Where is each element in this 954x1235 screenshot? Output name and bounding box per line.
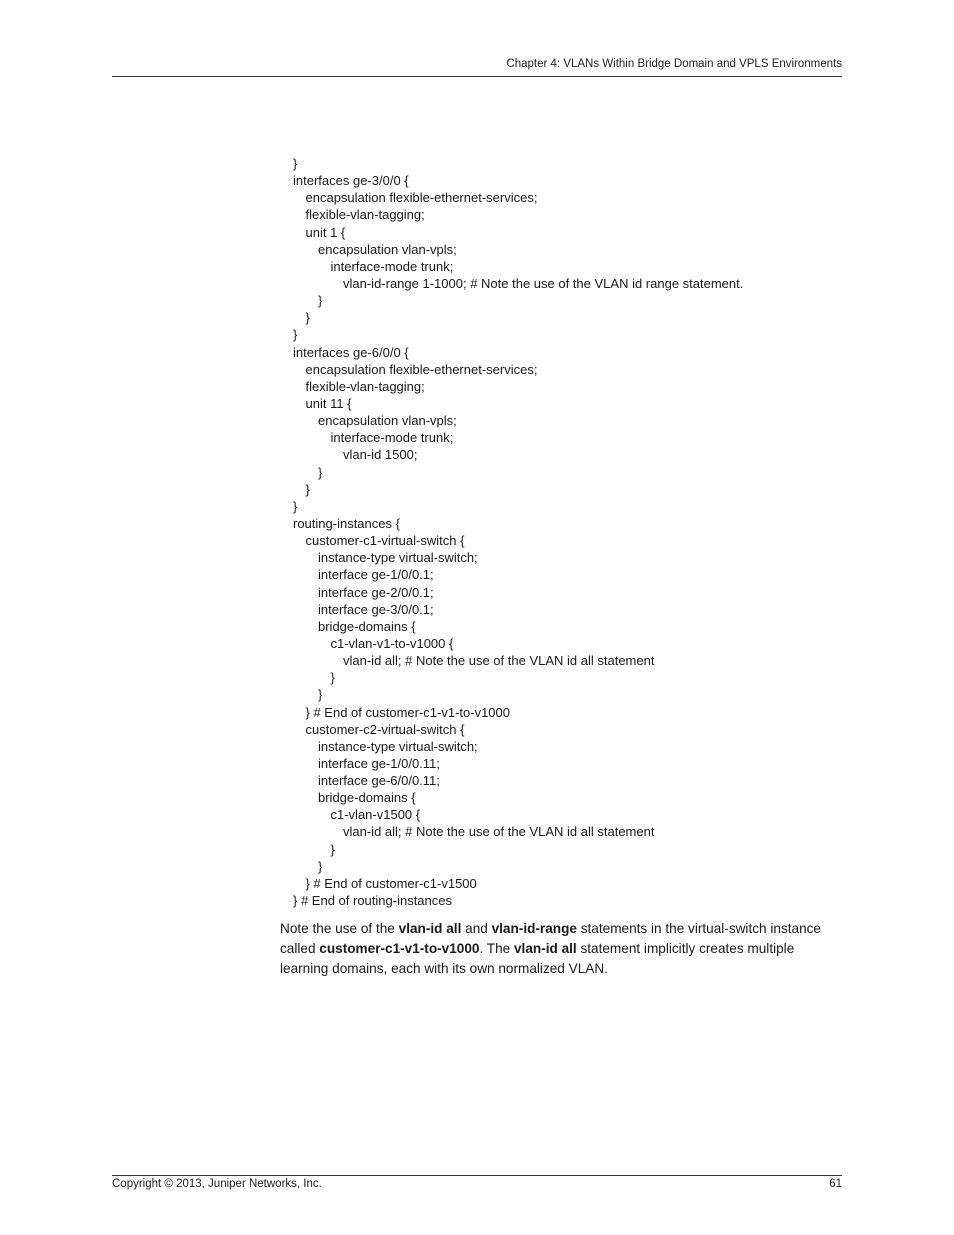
note-text: and (461, 921, 492, 936)
code-line: instance-type virtual-switch; (318, 738, 478, 754)
code-line: vlan-id all; # Note the use of the VLAN id all statement (343, 653, 655, 669)
code-line: } (293, 327, 298, 343)
code-line: flexible-vlan-tagging; (305, 378, 425, 394)
code-line: } # End of routing-instances (293, 893, 452, 909)
note-text: . The (479, 941, 514, 956)
code-line: routing-instances { (293, 515, 400, 531)
code-line: } (305, 481, 310, 497)
code-line: encapsulation vlan-vpls; (318, 241, 457, 257)
code-line: interface ge-3/0/0.1; (318, 601, 434, 617)
note-keyword: customer-c1-v1-to-v1000 (319, 941, 480, 956)
code-line: interface-mode trunk; (330, 258, 454, 274)
note-text: Note the use of the (280, 921, 399, 936)
code-line: interfaces ge-3/0/0 { (293, 173, 409, 189)
code-line: encapsulation flexible-ethernet-services; (305, 361, 538, 377)
code-line: unit 11 { (305, 395, 352, 411)
header-divider (112, 76, 842, 77)
code-line: c1-vlan-v1-to-v1000 { (330, 635, 454, 651)
code-line: customer-c2-virtual-switch { (305, 721, 465, 737)
code-line: interface ge-1/0/0.11; (318, 755, 440, 771)
note-text: statements in the virtual-switch instance called (280, 921, 821, 956)
code-line: unit 1 { (305, 224, 346, 240)
note-text: statement implicitly creates multiple learning domains, each with its own normalized VLAN. (280, 941, 795, 976)
code-block (293, 155, 743, 909)
chapter-header: Chapter 4: VLANs Within Bridge Domain and VPLS Environments (506, 58, 842, 70)
code-line: } (318, 687, 323, 703)
page-number: 61 (829, 1178, 842, 1190)
code-line: } (318, 293, 323, 309)
code-line: interfaces ge-6/0/0 { (293, 344, 409, 360)
code-line: encapsulation flexible-ethernet-services; (305, 190, 538, 206)
code-line: customer-c1-virtual-switch { (305, 533, 465, 549)
code-line: } # End of customer-c1-v1500 (305, 875, 477, 891)
code-line: } # End of customer-c1-v1-to-v1000 (305, 704, 510, 720)
code-line: encapsulation vlan-vpls; (318, 413, 457, 429)
code-line: } (330, 841, 335, 857)
code-line: instance-type virtual-switch; (318, 550, 478, 566)
code-line: interface ge-2/0/0.1; (318, 584, 434, 600)
code-line: } (330, 670, 335, 686)
code-line: } (293, 156, 298, 171)
code-line: } (293, 498, 298, 514)
footer-divider (112, 1175, 842, 1176)
code-line: c1-vlan-v1500 { (330, 807, 421, 823)
code-line: vlan-id all; # Note the use of the VLAN id all statement (343, 824, 655, 840)
code-line: bridge-domains { (318, 618, 416, 634)
note-keyword: vlan-id-range (491, 921, 577, 936)
code-line: } (318, 464, 323, 480)
code-line: flexible-vlan-tagging; (305, 207, 425, 223)
code-line: vlan-id 1500; (343, 447, 418, 463)
code-line: interface ge-6/0/0.11; (318, 773, 440, 789)
note-keyword: vlan-id all (513, 941, 577, 956)
code-line: } (318, 858, 323, 874)
note-keyword: vlan-id all (398, 921, 462, 936)
note-paragraph (280, 919, 845, 979)
code-line: interface ge-1/0/0.1; (318, 567, 434, 583)
code-line: } (305, 310, 310, 326)
footer-copyright: Copyright © 2013, Juniper Networks, Inc. (112, 1178, 322, 1190)
code-line: bridge-domains { (318, 790, 416, 806)
code-line: vlan-id-range 1-1000; # Note the use of the VLAN id range statement. (343, 275, 744, 291)
code-line: interface-mode trunk; (330, 430, 454, 446)
